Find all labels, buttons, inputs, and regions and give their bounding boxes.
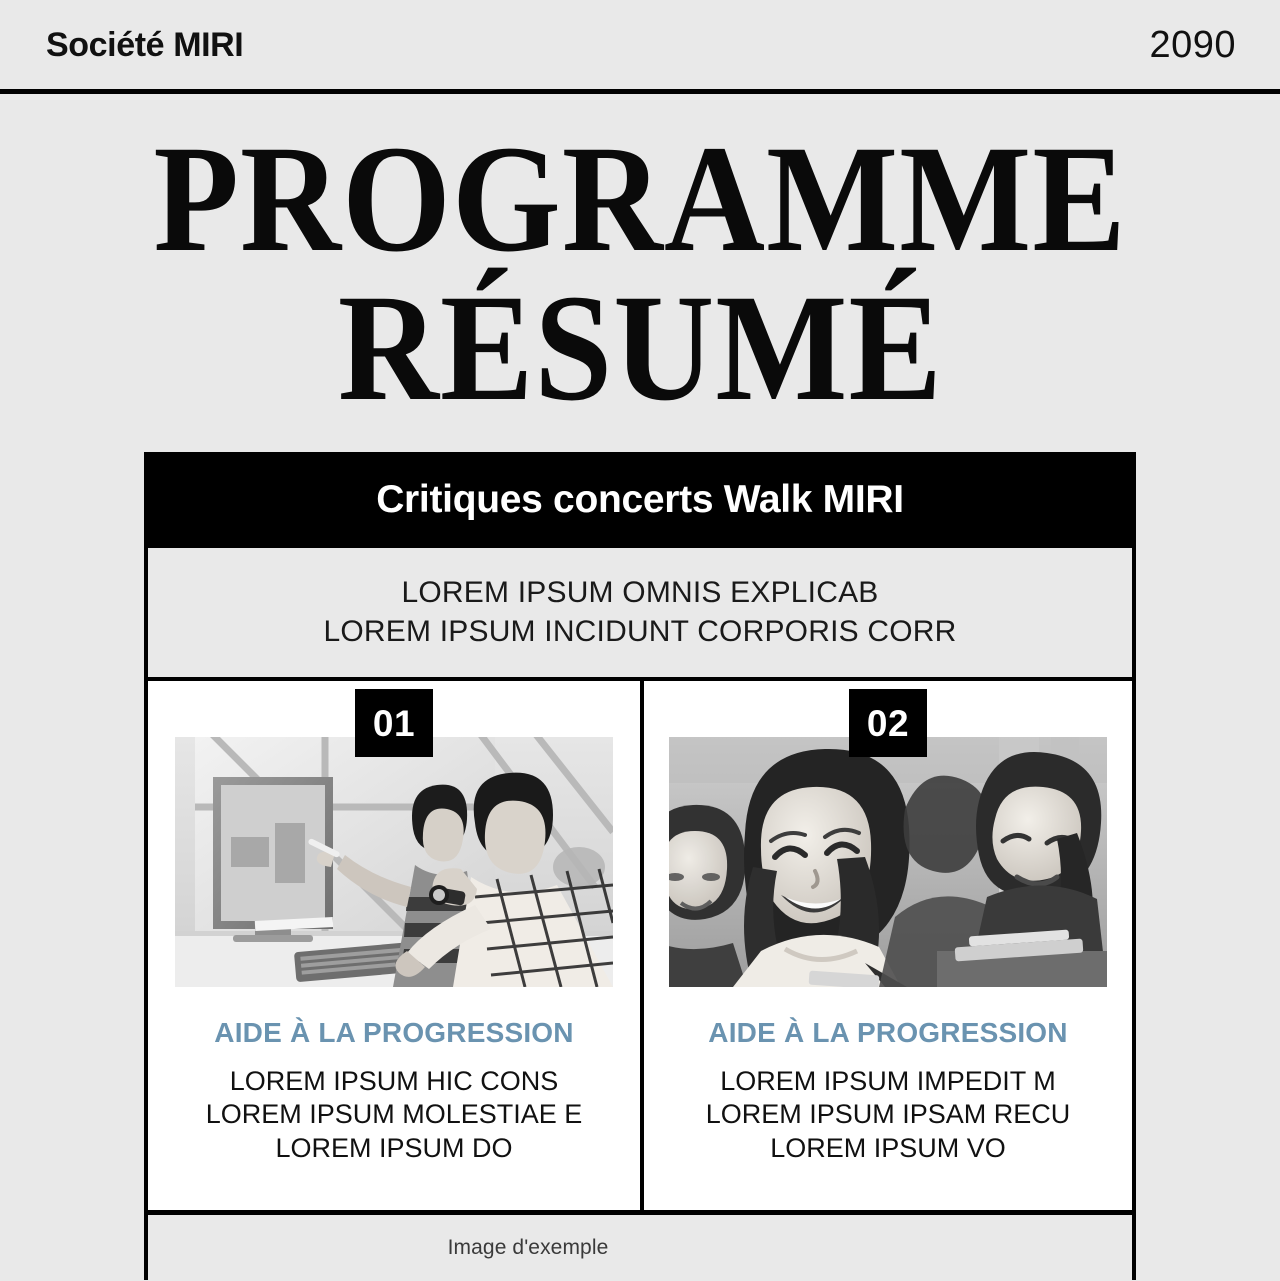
card-01-body-line-3: LOREM IPSUM DO	[275, 1132, 513, 1163]
card-01-body	[206, 1065, 583, 1165]
card-01-photo	[175, 737, 613, 987]
page-title-line-2: RÉSUMÉ	[337, 261, 943, 433]
page-title	[0, 99, 1280, 448]
section-banner	[148, 452, 1132, 548]
card-02-body-line-1: LOREM IPSUM IMPEDIT M	[720, 1066, 1056, 1096]
cards-row	[148, 681, 1132, 1215]
section-subtitle	[148, 548, 1132, 681]
brand-name: Société MIRI	[46, 25, 244, 64]
card-02-number: 02	[866, 702, 910, 744]
card-02-body-line-2: LOREM IPSUM IPSAM RECU	[705, 1099, 1071, 1130]
card-02-body	[706, 1065, 1071, 1165]
card-01	[148, 681, 640, 1210]
card-01-number: 01	[372, 702, 416, 744]
section-banner-title: Critiques concerts Walk MIRI	[376, 478, 904, 521]
page-title-line-1: PROGRAMME	[153, 112, 1127, 284]
card-02-photo	[669, 737, 1107, 987]
subtitle-line-1: LOREM IPSUM OMNIS EXPLICAB	[401, 576, 879, 610]
card-01-body-line-2: LOREM IPSUM MOLESTIAE E	[205, 1099, 583, 1130]
card-01-number-badge	[355, 689, 433, 757]
card-02-number-badge	[849, 689, 927, 757]
content-frame	[144, 452, 1136, 1280]
page-header	[0, 0, 1280, 94]
year-label: 2090	[1149, 23, 1236, 66]
footer-note: Image d'exemple	[447, 1236, 609, 1259]
footer-note-area	[148, 1215, 1132, 1281]
card-02-heading: AIDE À LA PROGRESSION	[708, 1017, 1068, 1048]
card-01-heading: AIDE À LA PROGRESSION	[214, 1017, 574, 1048]
card-02-body-line-3: LOREM IPSUM VO	[770, 1132, 1006, 1163]
subtitle-line-2: LOREM IPSUM INCIDUNT CORPORIS CORR	[323, 614, 957, 648]
card-01-body-line-1: LOREM IPSUM HIC CONS	[229, 1066, 559, 1096]
card-02	[640, 681, 1132, 1210]
